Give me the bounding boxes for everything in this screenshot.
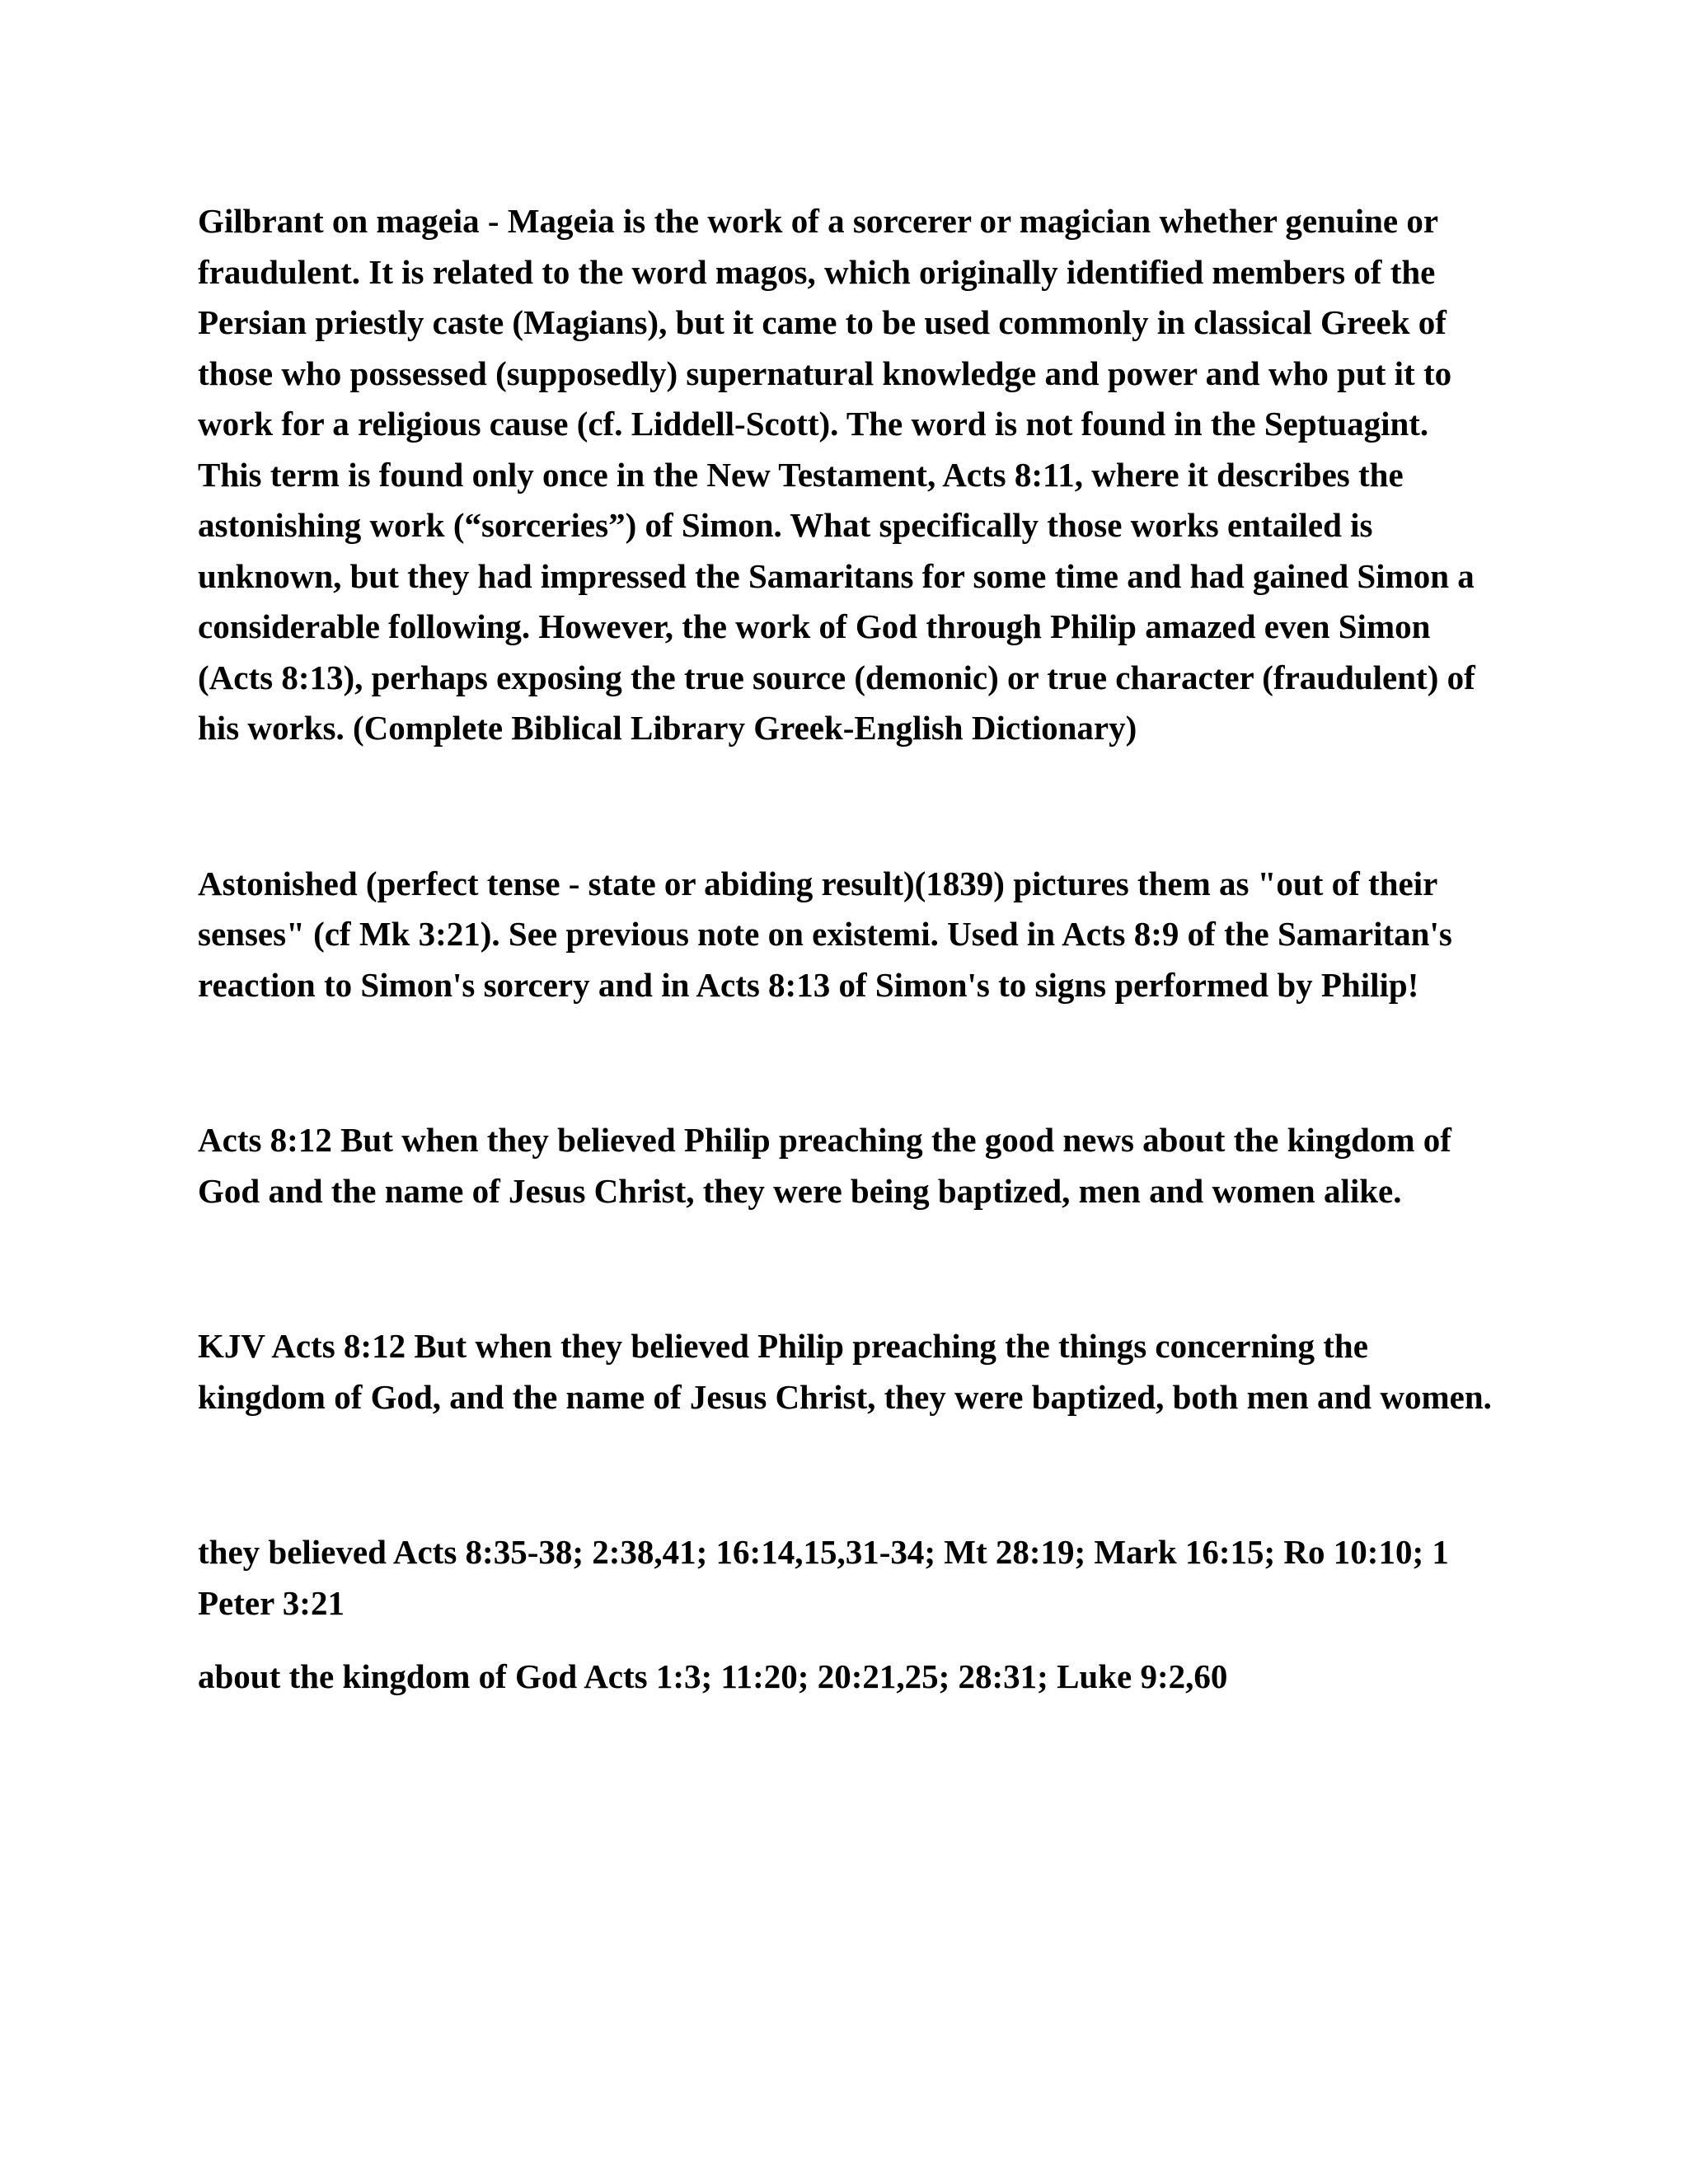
paragraph-astonished: Astonished (perfect tense - state or abiding result)(1839) pictures them as "out of their senses" (cf Mk 3:21). See previous note on existemi. Used in Acts 8:9 of the Samaritan's reaction to Simon's sorcery and in Acts 8:13 of Simon's to signs performed by Philip!: [198, 864, 1452, 1004]
paragraph-acts-8-12: Acts 8:12 But when they believed Philip preaching the good news about the kingdom of God and the name of Jesus Christ, they were being baptized, men and women alike.: [198, 1121, 1451, 1210]
document-body: [198, 196, 1493, 1703]
paragraph-kingdom-refs: about the kingdom of God Acts 1:3; 11:20; 20:21,25; 28:31; Luke 9:2,60: [198, 1657, 1228, 1695]
paragraph-gilbrant-mageia: Gilbrant on mageia - Mageia is the work of a sorcerer or magician whether genuine or fraudulent. It is related to the word magos, which originally identified members of the Persian priestly caste (Magians), but it came to be used commonly in classical Greek of those who possessed (supposedly) supernatural knowledge and power and who put it to work for a religious cause (cf. Liddell-Scott). The word is not found in the Septuagint. This term is found only once in the New Testament, Acts 8:11, where it describes the astonishing work (“sorceries”) of Simon. What specifically those works entailed is unknown, but they had impressed the Samaritans for some time and had gained Simon a considerable following. However, the work of God through Philip amazed even Simon (Acts 8:13), perhaps exposing the true source (demonic) or true character (fraudulent) of his works. (Complete Biblical Library Greek-English Dictionary): [198, 202, 1475, 747]
paragraph-they-believed-refs: they believed Acts 8:35-38; 2:38,41; 16:14,15,31-34; Mt 28:19; Mark 16:15; Ro 10:10; 1 Peter 3:21: [198, 1533, 1449, 1622]
paragraph-kjv-acts-8-12: KJV Acts 8:12 But when they believed Philip preaching the things concerning the kingdom of God, and the name of Jesus Christ, they were baptized, both men and women.: [198, 1327, 1492, 1416]
